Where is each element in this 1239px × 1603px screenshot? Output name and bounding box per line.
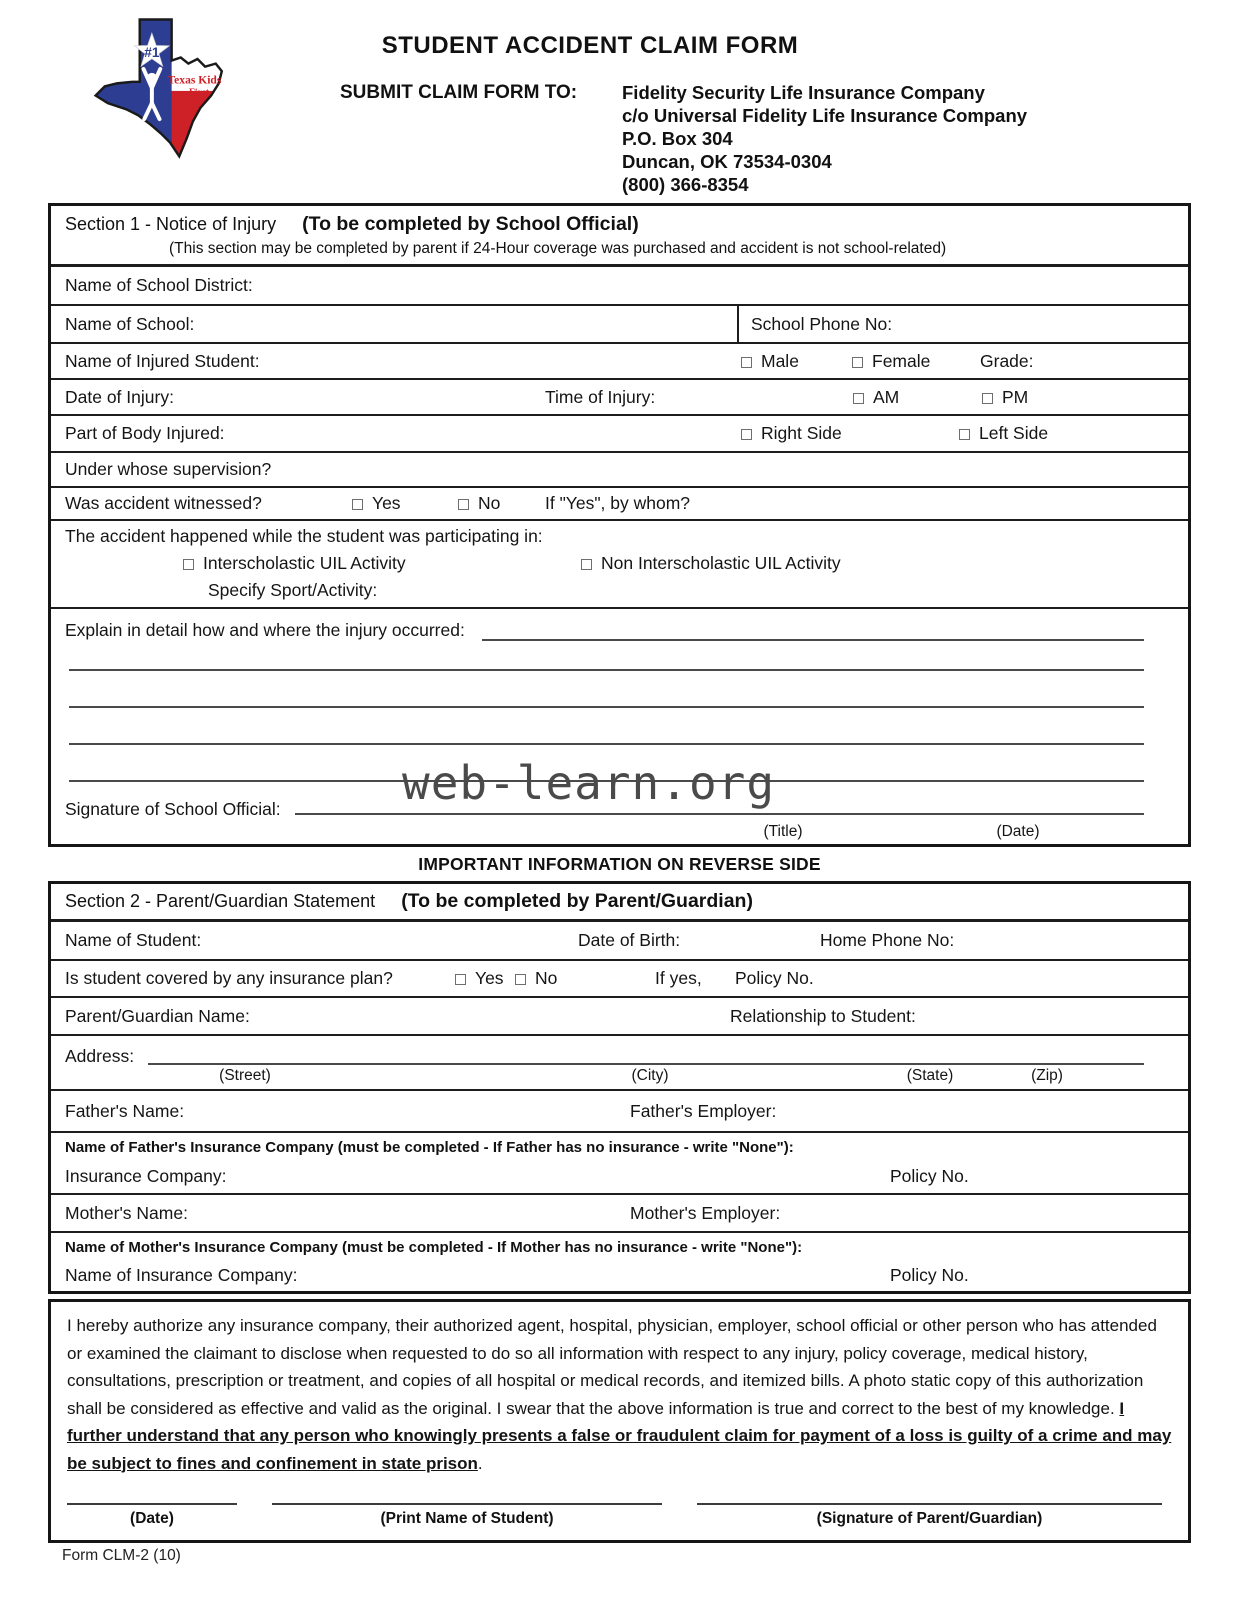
authorization-emphasis-text: I further understand that any person who knowingly presents a false or fraudulent claim for payment of a loss is guilty of a crime and may be subject to fines and confinement in state prison: [67, 1398, 1172, 1473]
mother-policy-no-label: Policy No.: [890, 1265, 969, 1285]
body-part-label: Part of Body Injured:: [65, 423, 225, 443]
star-number-text: #1: [144, 44, 160, 60]
am-label: AM: [873, 386, 900, 407]
section1-notice-of-injury: [48, 203, 1191, 847]
mother-employer-label: Mother's Employer:: [630, 1202, 781, 1223]
logo-text-line1: Texas Kids: [167, 74, 222, 87]
father-policy-no-label: Policy No.: [890, 1166, 969, 1186]
uil-activity-label: Interscholastic UIL Activity: [203, 553, 406, 573]
section2-completed-by: (To be completed by Parent/Guardian): [401, 890, 753, 912]
parent-guardian-row: [51, 996, 1188, 1034]
specify-sport-label: Specify Sport/Activity:: [208, 580, 378, 600]
school-name-row: [51, 304, 1188, 342]
address-label: Address:: [65, 1046, 135, 1066]
witnessed-yes-label: Yes: [372, 493, 401, 513]
insurer-address-line: (800) 366-8354: [622, 174, 749, 195]
school-phone-label: School Phone No:: [751, 313, 893, 334]
explain-field-line-4[interactable]: [69, 743, 1144, 745]
city-caption: (City): [631, 1067, 669, 1084]
school-district-row: [51, 264, 1188, 304]
insurer-address-line: c/o Universal Fidelity Life Insurance Company: [622, 105, 1028, 126]
footer-date-caption: (Date): [130, 1510, 174, 1527]
section1-note: (This section may be completed by parent if 24-Hour coverage was purchased and accident is not school-related): [169, 240, 947, 257]
title-caption: (Title): [763, 823, 803, 840]
insured-no-label: No: [535, 968, 558, 988]
print-name-col: [272, 1503, 662, 1528]
explain-field-line-2[interactable]: [69, 669, 1144, 671]
left-side-label: Left Side: [979, 423, 1049, 443]
logo-text-line2: First: [189, 86, 209, 98]
date-of-injury-label: Date of Injury:: [65, 386, 174, 407]
insured-no-checkbox[interactable]: [515, 974, 526, 985]
school-official-signature-label: Signature of School Official:: [65, 799, 281, 819]
injured-student-row: [51, 342, 1188, 378]
participating-row: [51, 519, 1188, 607]
zip-caption: (Zip): [1031, 1067, 1063, 1084]
parent-signature-col: [697, 1503, 1162, 1528]
address-row: [51, 1034, 1188, 1089]
mother-name-row: [51, 1193, 1188, 1231]
female-checkbox[interactable]: [852, 357, 863, 368]
participating-label: The accident happened while the student was participating in:: [65, 526, 543, 546]
footer-signature-caption: (Signature of Parent/Guardian): [816, 1510, 1043, 1527]
footer-print-name-caption: (Print Name of Student): [380, 1510, 554, 1527]
authorization-text: I hereby authorize any insurance company, their authorized agent, hospital, physician, employer, school official or other person who has attended or examined the claimant to disclose when requested to do so all information with respect to any injury, policy coverage, medical history, consultations, prescription or treatment, and copies of all hospital or medical records, and itemized bills. A photo static copy of this authorization shall be considered as effective and valid as the original. I swear that the above information is true and correct to the best of my knowledge.: [67, 1316, 1157, 1418]
section2-parent-guardian-statement: [48, 881, 1191, 1294]
street-caption: (Street): [219, 1067, 271, 1084]
female-label: Female: [872, 350, 931, 371]
address-field-line[interactable]: [148, 1063, 1144, 1065]
student-name-label: Name of Student:: [65, 930, 202, 950]
witnessed-label: Was accident witnessed?: [65, 493, 262, 513]
father-name-label: Father's Name:: [65, 1100, 185, 1121]
time-of-injury-label: Time of Injury:: [545, 386, 656, 407]
pm-label: PM: [1002, 386, 1029, 407]
policy-no-label: Policy No.: [735, 968, 814, 988]
supervision-row: [51, 451, 1188, 486]
father-insurance-note: Name of Father's Insurance Company (must be completed - If Father has no insurance - write "None"):: [65, 1139, 794, 1156]
insurer-address-line: Duncan, OK 73534-0304: [622, 151, 832, 172]
date-caption: (Date): [996, 823, 1040, 840]
non-uil-activity-label: Non Interscholastic UIL Activity: [601, 553, 841, 573]
witnessed-row: [51, 486, 1188, 519]
dob-label: Date of Birth:: [578, 930, 681, 950]
page-title: STUDENT ACCIDENT CLAIM FORM: [381, 32, 799, 59]
witnessed-yes-checkbox[interactable]: [352, 499, 363, 510]
father-name-row: [51, 1089, 1188, 1131]
mother-insurance-note: Name of Mother's Insurance Company (must be completed - If Mother has no insurance - write "None"):: [65, 1239, 803, 1256]
home-phone-label: Home Phone No:: [820, 930, 955, 950]
father-insurance-company-label: Insurance Company:: [65, 1166, 227, 1186]
explain-field-line-1[interactable]: [482, 639, 1144, 641]
school-name-label: Name of School:: [65, 313, 195, 334]
insurance-question-label: Is student covered by any insurance plan?: [65, 968, 393, 988]
school-district-label: Name of School District:: [65, 275, 253, 295]
explain-field-line-3[interactable]: [69, 706, 1144, 708]
father-employer-label: Father's Employer:: [630, 1100, 777, 1121]
grade-label: Grade:: [980, 350, 1034, 371]
right-side-checkbox[interactable]: [741, 429, 752, 440]
date-signature-col: [67, 1503, 237, 1528]
authorization-box: [48, 1299, 1191, 1543]
explain-label: Explain in detail how and where the injury occurred:: [65, 620, 465, 640]
section2-title: Section 2 - Parent/Guardian Statement: [65, 891, 376, 911]
mother-name-label: Mother's Name:: [65, 1202, 188, 1223]
form-header: [0, 0, 1239, 203]
pm-checkbox[interactable]: [982, 393, 993, 404]
father-insurance-block: [51, 1131, 1188, 1193]
school-official-signature-line[interactable]: [295, 813, 1144, 815]
parent-guardian-label: Parent/Guardian Name:: [65, 1005, 250, 1026]
insurance-question-row: [51, 959, 1188, 996]
uil-activity-checkbox[interactable]: [183, 559, 194, 570]
if-yes-label: If yes,: [655, 968, 702, 988]
insurer-address-block: [622, 81, 1027, 196]
form-code: Form CLM-2 (10): [62, 1547, 181, 1564]
school-phone-cell: [737, 306, 1188, 342]
witnessed-no-label: No: [478, 493, 501, 513]
parent-signature-row: [67, 1477, 1172, 1530]
by-whom-label: If "Yes", by whom?: [545, 493, 691, 513]
am-checkbox[interactable]: [853, 393, 864, 404]
male-checkbox[interactable]: [741, 357, 752, 368]
right-side-label: Right Side: [761, 423, 842, 443]
section1-completed-by: (To be completed by School Official): [302, 213, 639, 235]
mother-insurance-company-label: Name of Insurance Company:: [65, 1265, 298, 1285]
submit-claim-label: SUBMIT CLAIM FORM TO:: [340, 82, 578, 103]
non-uil-activity-checkbox[interactable]: [581, 559, 592, 570]
reverse-side-banner: IMPORTANT INFORMATION ON REVERSE SIDE: [418, 854, 821, 874]
body-part-row: [51, 414, 1188, 451]
insured-yes-checkbox[interactable]: [455, 974, 466, 985]
authorization-paragraph: [67, 1312, 1172, 1477]
mother-insurance-block: [51, 1231, 1188, 1291]
male-label: Male: [761, 350, 799, 371]
student-name-row: [51, 919, 1188, 959]
state-caption: (State): [906, 1067, 954, 1084]
left-side-checkbox[interactable]: [959, 429, 970, 440]
section1-header-row: [51, 206, 1188, 264]
relationship-label: Relationship to Student:: [730, 1005, 916, 1026]
insurer-address-line: Fidelity Security Life Insurance Company: [622, 82, 985, 103]
injured-student-label: Name of Injured Student:: [65, 350, 260, 371]
witnessed-no-checkbox[interactable]: [458, 499, 469, 510]
section2-header-row: [51, 884, 1188, 919]
insurer-address-line: P.O. Box 304: [622, 128, 733, 149]
supervision-label: Under whose supervision?: [65, 459, 272, 479]
watermark: web-learn.org: [402, 756, 776, 810]
insured-yes-label: Yes: [475, 968, 504, 988]
authorization-text-end: .: [477, 1453, 483, 1473]
section1-title: Section 1 - Notice of Injury: [65, 214, 277, 234]
date-time-injury-row: [51, 378, 1188, 414]
